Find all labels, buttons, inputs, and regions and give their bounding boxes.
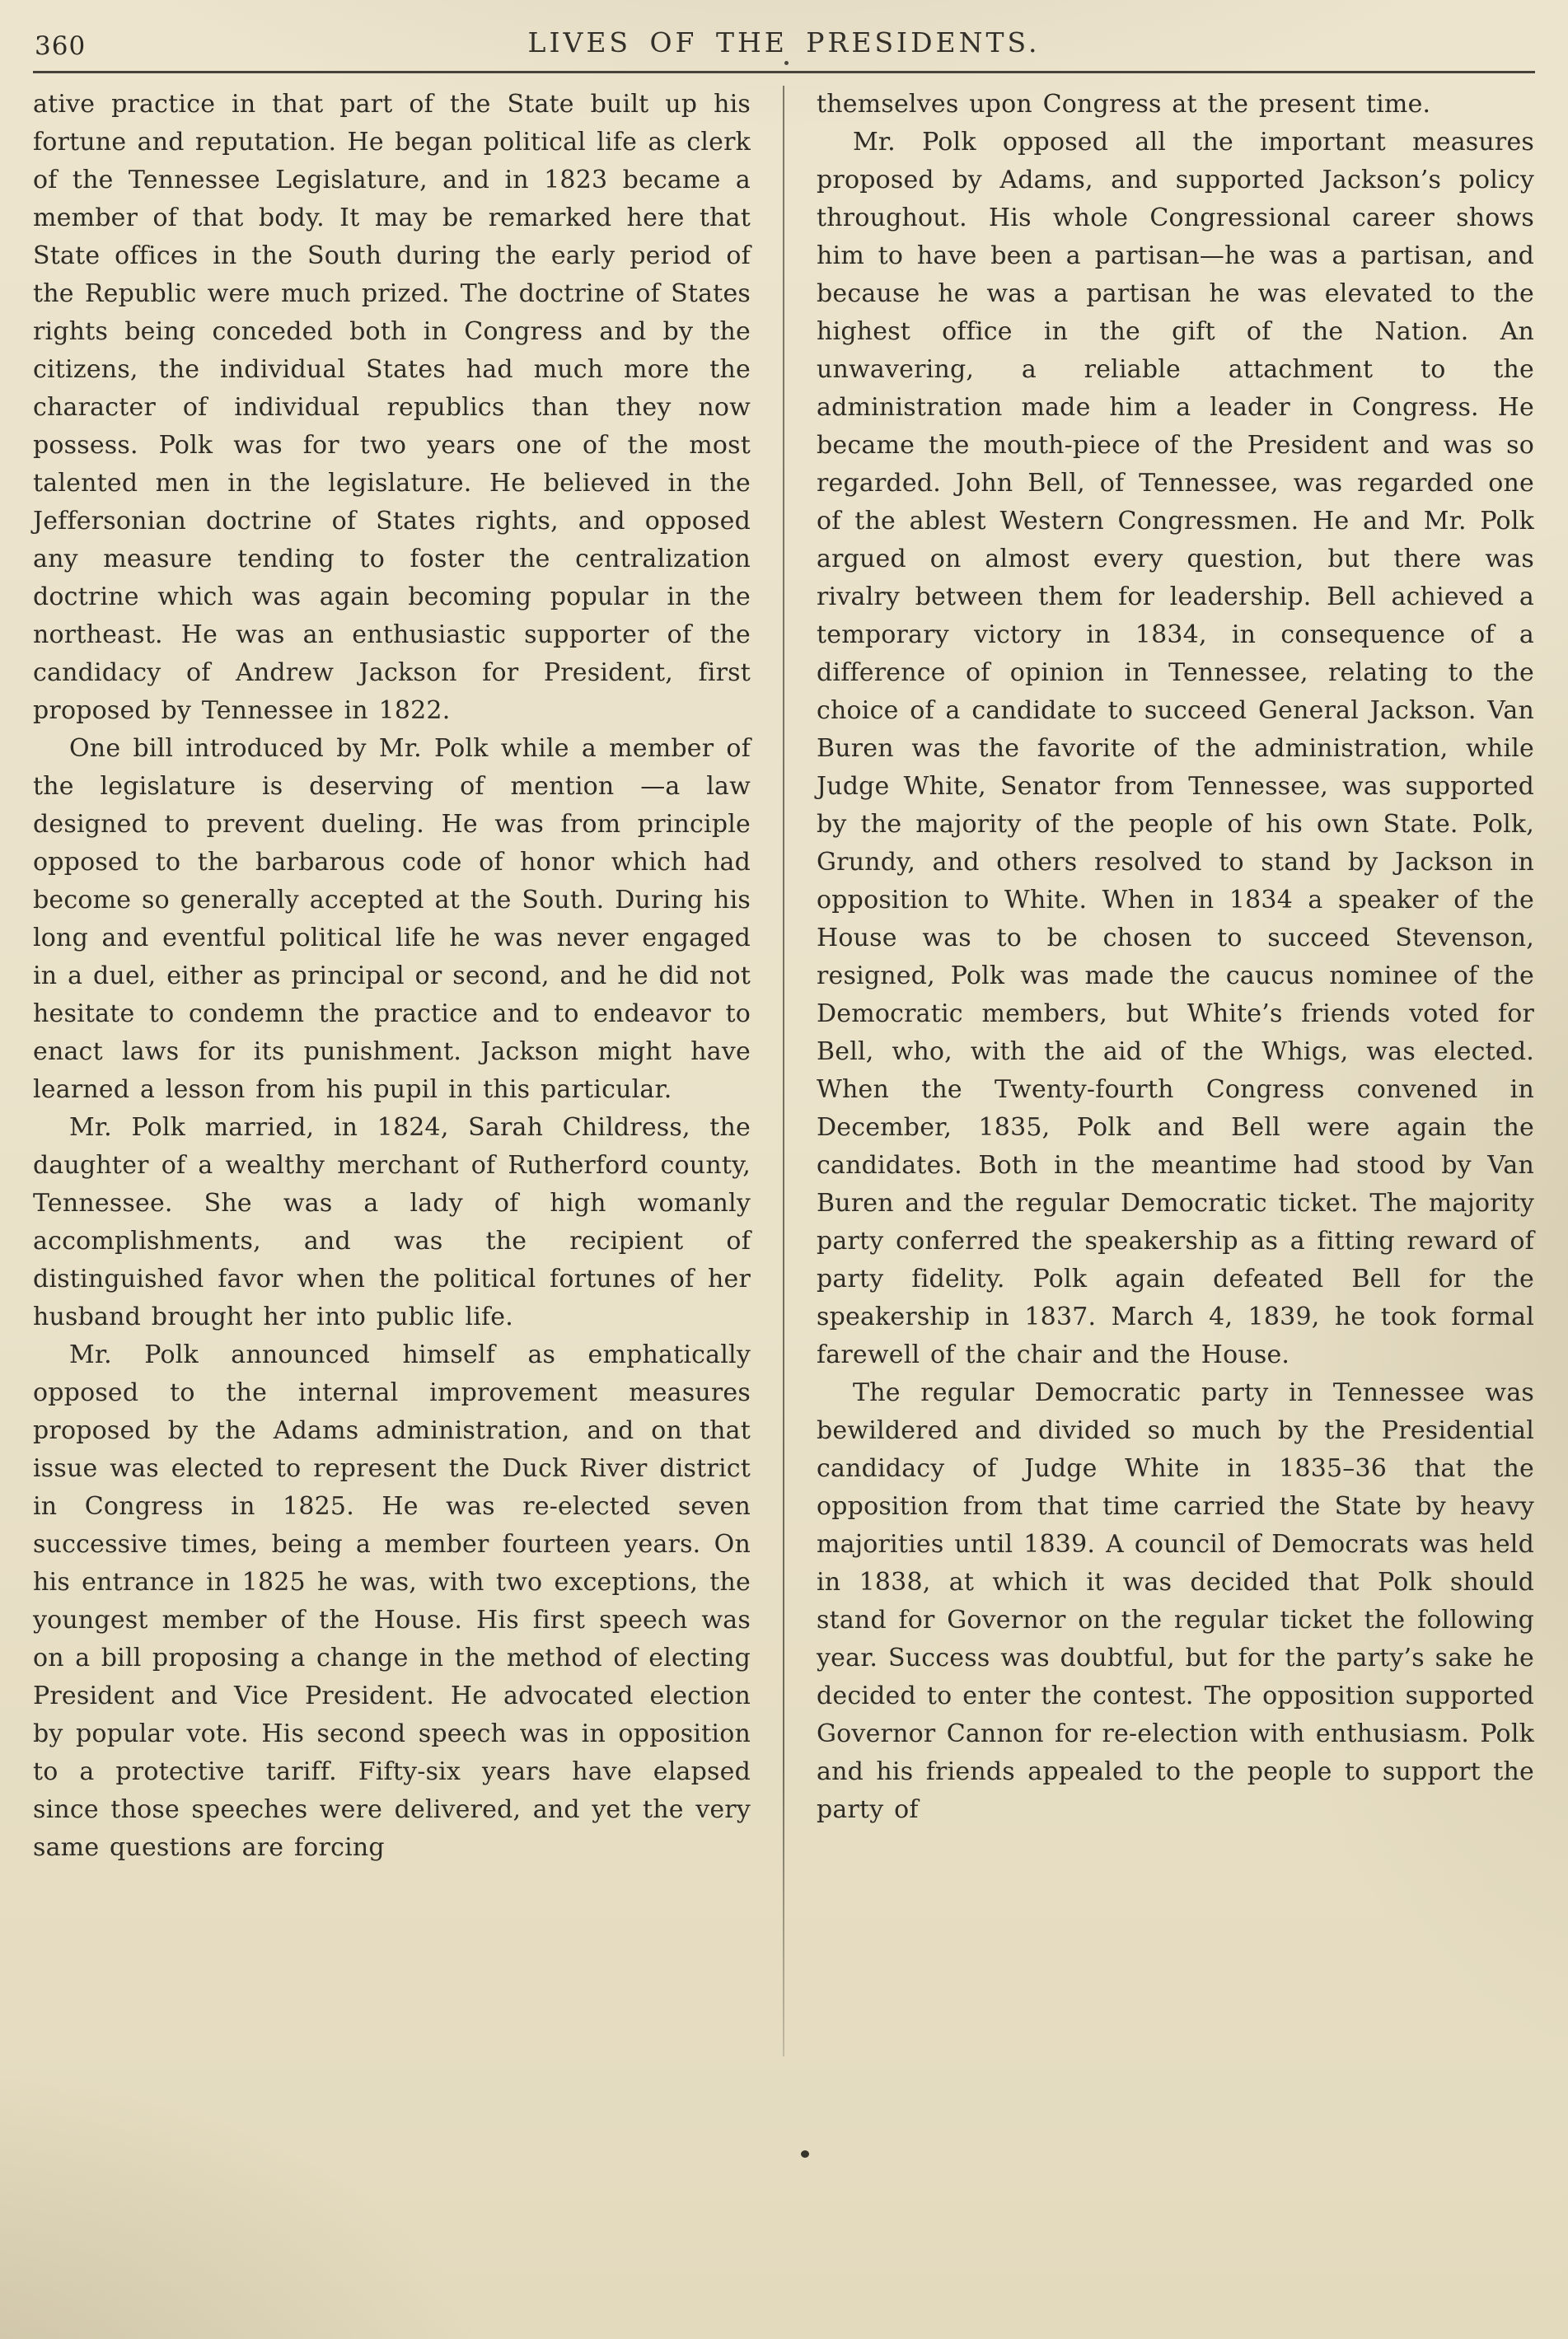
paragraph: themselves upon Congress at the present time. — [817, 90, 1431, 119]
paragraph: Mr. Polk married, in 1824, Sarah Childress, the daughter of a wealthy merchant of Rutherford county, Tennessee. She was a lady of high womanly accomplishments, and was the recipient of distinguished favor when the political fortunes of her husband brought her into public life. — [33, 1113, 751, 1331]
page-number: 360 — [35, 31, 87, 61]
right-column — [817, 86, 1534, 1829]
ink-dot — [801, 2150, 809, 2158]
column-divider — [783, 86, 784, 2056]
page-header — [35, 25, 1533, 64]
text-columns — [33, 86, 1535, 2056]
paragraph: Mr. Polk announced himself as emphatically opposed to the internal improvement measures proposed by the Adams administration, and on that issue was elected to represent the Duck River district in Congress in 1825. He was re-elected seven successive times, being a member fourteen years. On his entrance in 1825 he was, with two exceptions, the youngest member of the House. His first speech was on a bill proposing a change in the method of electing President and Vice President. He advocated election by popular vote. His second speech was in opposition to a protective tariff. Fifty-six years have elapsed since those speeches were delivered, and yet the very same questions are forcing — [33, 1340, 751, 1862]
running-title: LIVES OF THE PRESIDENTS. — [527, 26, 1041, 58]
ink-speck — [784, 61, 789, 65]
paragraph: Mr. Polk opposed all the important measures proposed by Adams, and supported Jackson’s policy throughout. His whole Congressional career shows him to have been a partisan—he was a partisan, and because he was a partisan he was elevated to the highest office in the gift of the Nation. An unwavering, a reliable attachment to the administration made him a leader in Congress. He became the mouth-piece of the President and was so regarded. John Bell, of Tennessee, was regarded one of the ablest Western Congressmen. He and Mr. Polk argued on almost every question, but there was rivalry between them for leadership. Bell achieved a temporary victory in 1834, in consequence of a difference of opinion in Tennessee, relating to the choice of a candidate to succeed General Jackson. Van Buren was the favorite of the administration, while Judge White, Senator from Tennessee, was supported by the majority of the people of his own State. Polk, Grundy, and others resolved to stand by Jackson in opposition to White. When in 1834 a speaker of the House was to be chosen to succeed Stevenson, resigned, Polk was made the caucus nominee of the Democratic members, but White’s friends voted for Bell, who, with the aid of the Whigs, was elected. When the Twenty-fourth Congress convened in December, 1835, Polk and Bell were again the candidates. Both in the meantime had stood by Van Buren and the regular Democratic ticket. The majority party conferred the speakership as a fitting reward of party fidelity. Polk again defeated Bell for the speakership in 1837. March 4, 1839, he took formal farewell of the chair and the House. — [817, 128, 1534, 1369]
header-rule — [33, 71, 1535, 73]
paragraph: One bill introduced by Mr. Polk while a member of the legislature is deserving of mention —a law designed to prevent dueling. He was from principle opposed to the barbarous code of honor which had become so generally accepted at the South. During his long and eventful political life he was never engaged in a duel, either as principal or second, and he did not hesitate to condemn the practice and to endeavor to enact laws for its punishment. Jackson might have learned a lesson from his pupil in this particular. — [33, 734, 751, 1104]
left-column — [33, 86, 751, 1867]
paragraph: The regular Democratic party in Tennessee was bewildered and divided so much by the Presidential candidacy of Judge White in 1835–36 that the opposition from that time carried the State by heavy majorities until 1839. A council of Democrats was held in 1838, at which it was decided that Polk should stand for Governor on the regular ticket the following year. Success was doubtful, but for the party’s sake he decided to enter the contest. The opposition supported Governor Cannon for re-election with enthusiasm. Polk and his friends appealed to the people to support the party of — [817, 1378, 1534, 1824]
paragraph: ative practice in that part of the State built up his fortune and reputation. He began political life as clerk of the Tennessee Legislature, and in 1823 became a member of that body. It may be remarked here that State offices in the South during the early period of the Republic were much prized. The doctrine of States rights being conceded both in Congress and by the citizens, the individual States had much more the character of individual republics than they now possess. Polk was for two years one of the most talented men in the legislature. He believed in the Jeffersonian doctrine of States rights, and opposed any measure tending to foster the centralization doctrine which was again becoming popular in the northeast. He was an enthusiastic supporter of the candidacy of Andrew Jackson for President, first proposed by Tennessee in 1822. — [33, 90, 751, 725]
